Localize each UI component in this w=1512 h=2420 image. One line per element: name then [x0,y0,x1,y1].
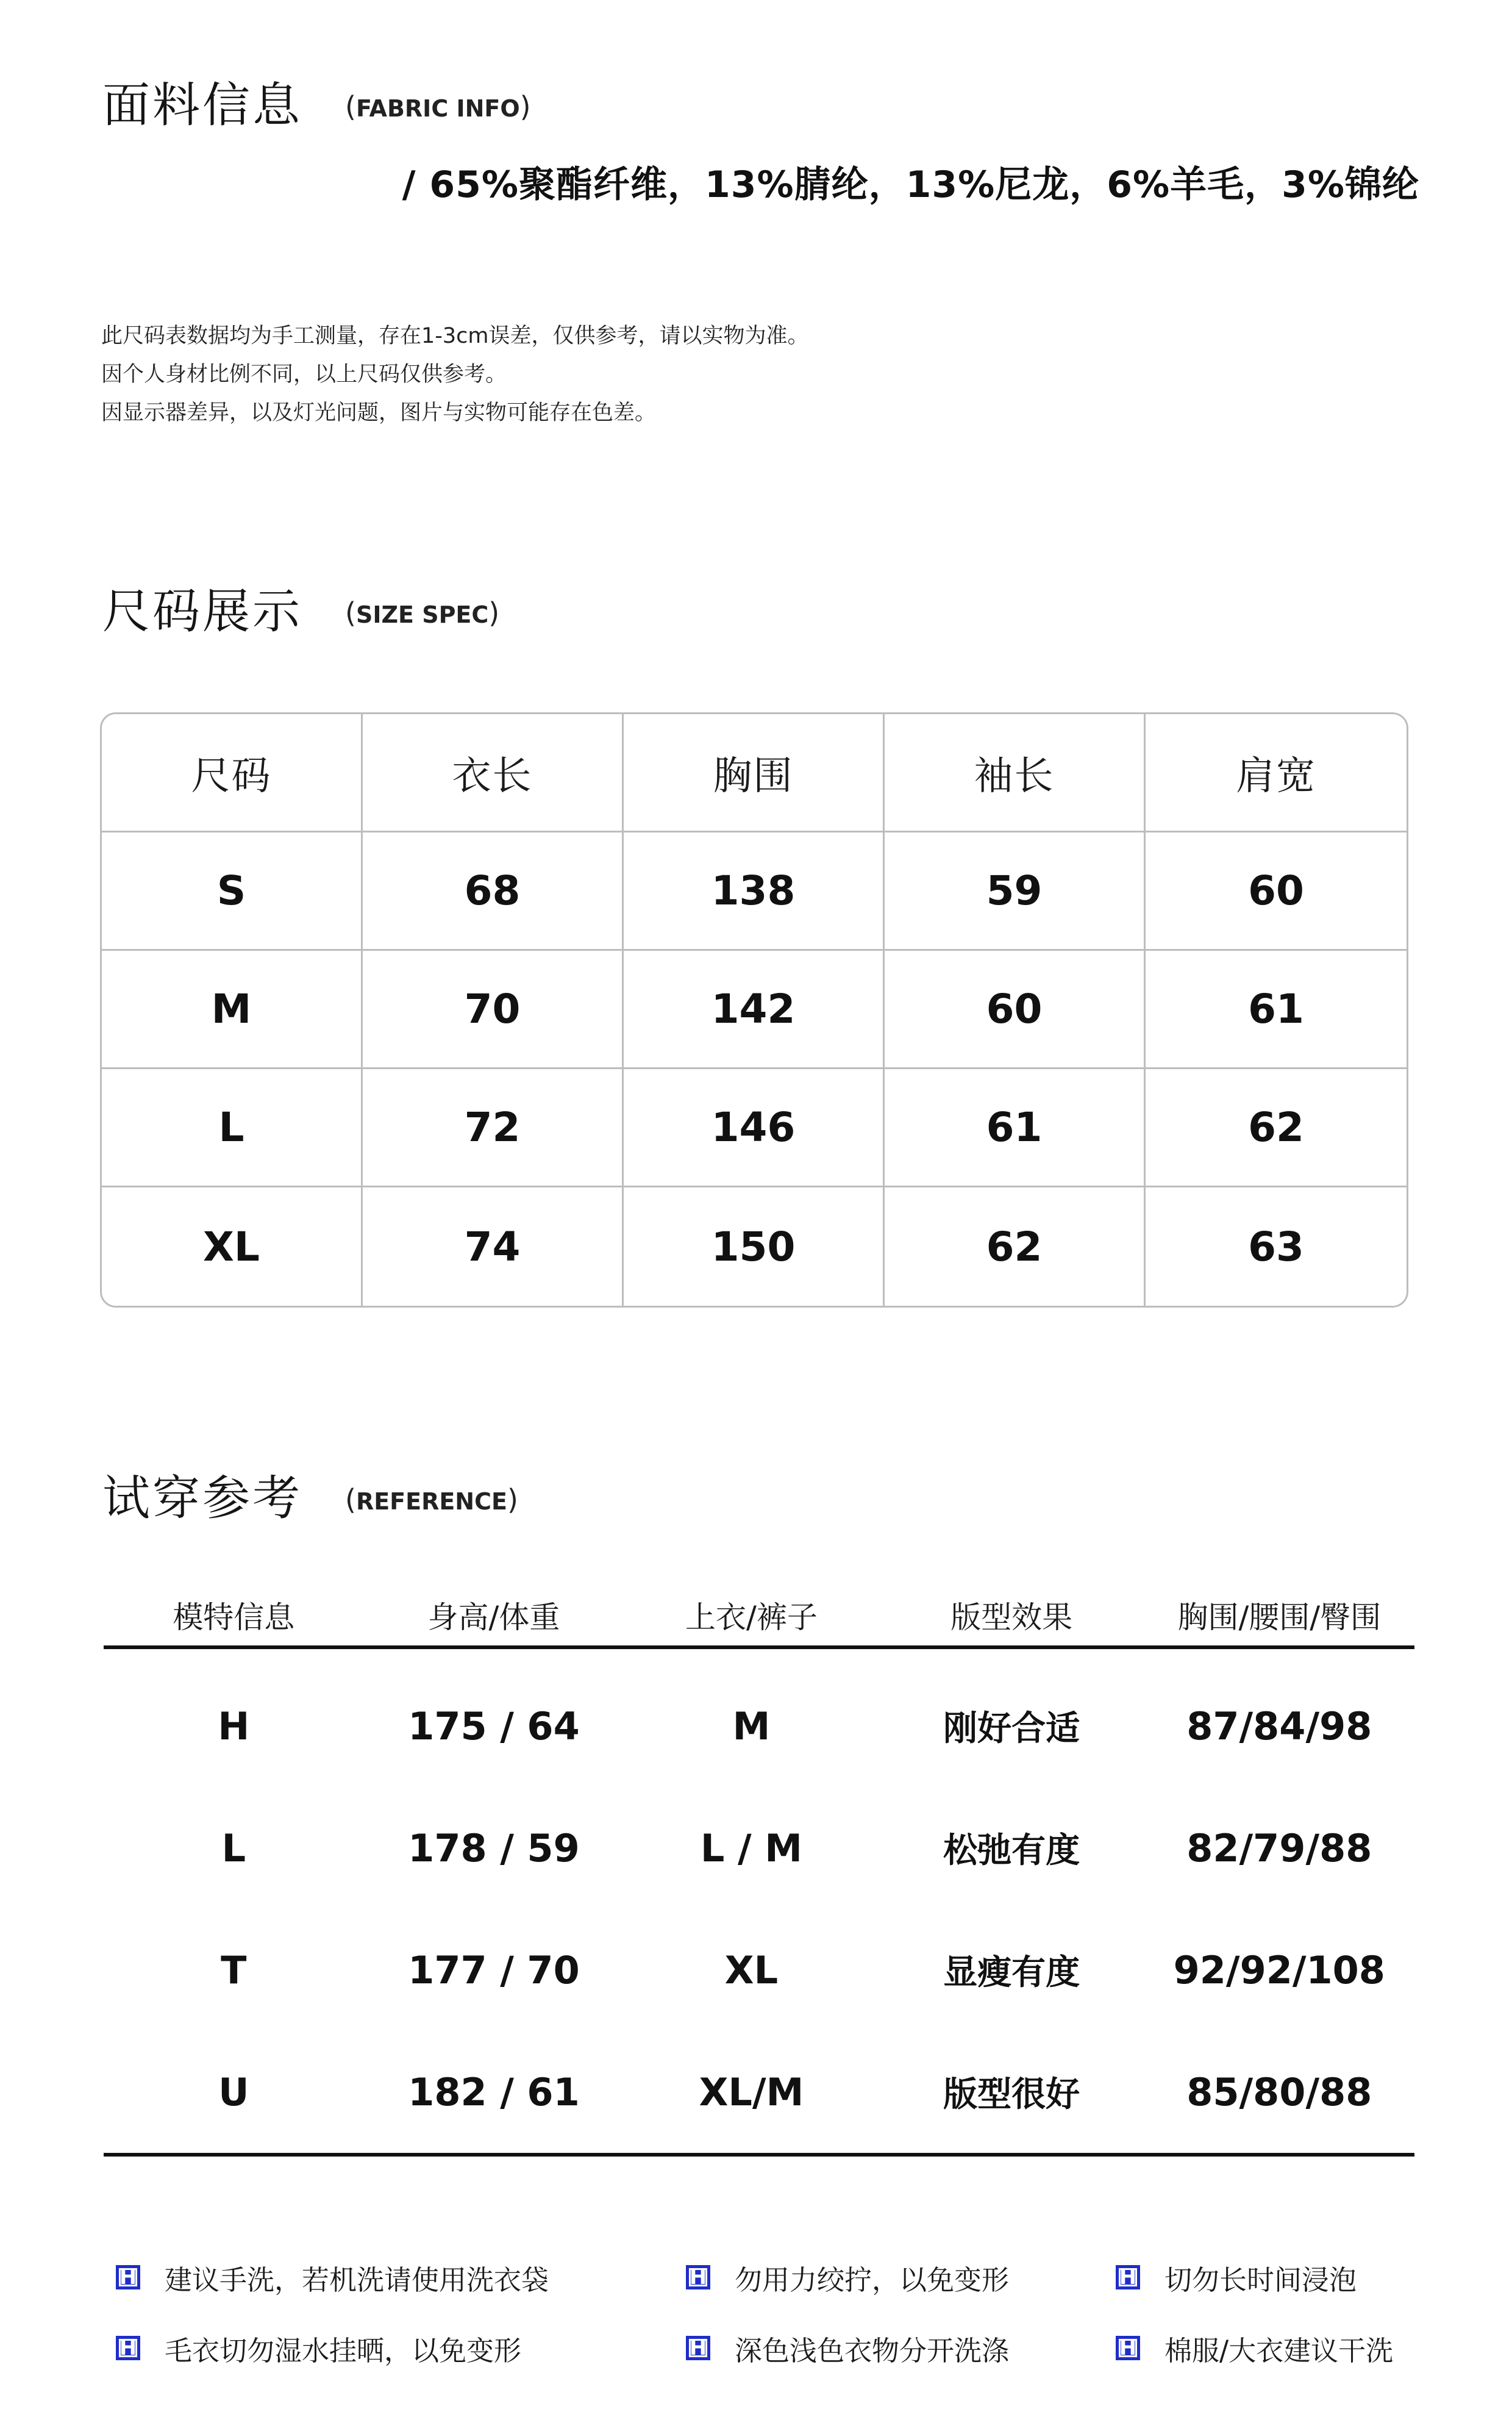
reference-header-cell: 胸围/腰围/臀围 [1177,1600,1382,1635]
reference-bottom-rule [104,2153,1414,2157]
care-tip-text: 建议手洗，若机洗请使用洗衣袋 [165,2263,549,2296]
size-section-subtitle: (SIZE SPEC) [345,596,500,629]
reference-cell: L / M [700,1825,802,1870]
measurement-notes [101,317,809,432]
size-section-title: 尺码展示 [102,584,303,639]
size-cell: 150 [624,1187,885,1306]
care-h-icon: H [1116,2265,1140,2289]
note-line: 因显示器差异，以及灯光问题，图片与实物可能存在色差。 [101,401,657,425]
reference-section-subtitle: (REFERENCE) [345,1483,518,1516]
size-cell: 62 [885,1187,1146,1306]
reference-cell: XL [724,1947,779,1992]
care-tip [116,2313,686,2383]
reference-cell: 显瘦有度 [943,1953,1080,1992]
size-cell: 142 [624,951,885,1069]
size-header-cell: 胸围 [624,714,885,832]
reference-header-cell: 版型效果 [950,1600,1073,1635]
care-tip-text: 深色浅色衣物分开洗涤 [735,2334,1010,2367]
size-cell: 61 [1146,951,1407,1069]
note-line: 此尺码表数据均为手工测量，存在1-3cm误差，仅供参考，请以实物为准。 [101,324,809,348]
care-tip-text: 切勿长时间浸泡 [1164,2263,1357,2296]
care-tip [686,2242,1116,2313]
care-h-icon: H [116,2265,140,2289]
reference-header-cell: 模特信息 [173,1600,295,1635]
size-header-cell: 衣长 [363,714,624,832]
care-tip [116,2242,686,2313]
care-h-icon: H [686,2265,710,2289]
size-cell: 60 [1146,832,1407,951]
size-cell: 62 [1146,1069,1407,1187]
reference-cell: XL/M [699,2069,804,2114]
size-header-cell: 尺码 [102,714,363,832]
size-cell: L [102,1069,363,1187]
reference-cell: 刚好合适 [943,1709,1080,1749]
reference-table-body [104,1665,1414,2153]
size-cell: 61 [885,1069,1146,1187]
size-cell: 59 [885,832,1146,951]
size-cell: 138 [624,832,885,951]
size-cell: 72 [363,1069,624,1187]
reference-cell: 182 / 61 [408,2069,580,2114]
care-tip-text: 勿用力绞拧，以免变形 [735,2263,1010,2296]
reference-cell: 82/79/88 [1186,1825,1372,1870]
reference-cell: 版型很好 [943,2075,1080,2114]
care-h-icon: H [116,2336,140,2360]
size-cell: 70 [363,951,624,1069]
size-cell: XL [102,1187,363,1306]
care-tips [116,2242,1421,2383]
care-tip [1116,2242,1421,2313]
size-cell: 74 [363,1187,624,1306]
care-tip [1116,2313,1421,2383]
reference-header-row [104,1589,1414,1641]
fabric-composition: / 65%聚酯纤维，13%腈纶，13%尼龙，6%羊毛，3%锦纶 [402,163,1419,206]
fabric-subtitle-text: FABRIC INFO [355,95,520,122]
reference-cell: 85/80/88 [1186,2069,1372,2114]
size-cell: 63 [1248,1223,1304,1270]
care-tip-text: 毛衣切勿湿水挂晒，以免变形 [165,2334,522,2367]
size-subtitle-text: SIZE SPEC [355,601,489,628]
size-header-cell: 肩宽 [1146,714,1407,832]
reference-section-title: 试穿参考 [102,1471,303,1526]
reference-cell: 松弛有度 [943,1831,1080,1870]
fabric-section-title: 面料信息 [102,78,303,133]
reference-top-rule [104,1645,1414,1649]
reference-cell: M [732,1703,771,1749]
reference-cell: L [221,1825,246,1870]
size-header-cell: 袖长 [885,714,1146,832]
reference-cell: H [218,1703,250,1749]
size-cell: M [102,951,363,1069]
care-h-icon: H [1116,2336,1140,2360]
size-table [100,712,1408,1308]
size-cell: 60 [885,951,1146,1069]
care-tip-text: 棉服/大衣建议干洗 [1164,2334,1394,2367]
reference-cell: 178 / 59 [408,1825,580,1870]
reference-cell: 177 / 70 [408,1947,580,1992]
reference-cell: 92/92/108 [1173,1947,1385,1992]
note-line: 因个人身材比例不同，以上尺码仅供参考。 [101,362,507,387]
reference-header-cell: 身高/体重 [427,1600,560,1635]
size-cell: 146 [624,1069,885,1187]
reference-cell: U [218,2069,249,2114]
reference-cell: 175 / 64 [408,1703,580,1749]
care-tip [686,2313,1116,2383]
size-cell: 68 [363,832,624,951]
reference-header-cell: 上衣/裤子 [685,1600,818,1635]
reference-cell: 87/84/98 [1186,1703,1372,1749]
fabric-section-subtitle: (FABRIC INFO) [345,90,531,123]
reference-cell: T [221,1947,247,1992]
care-h-icon: H [686,2336,710,2360]
size-cell: S [102,832,363,951]
reference-subtitle-text: REFERENCE [355,1488,507,1515]
